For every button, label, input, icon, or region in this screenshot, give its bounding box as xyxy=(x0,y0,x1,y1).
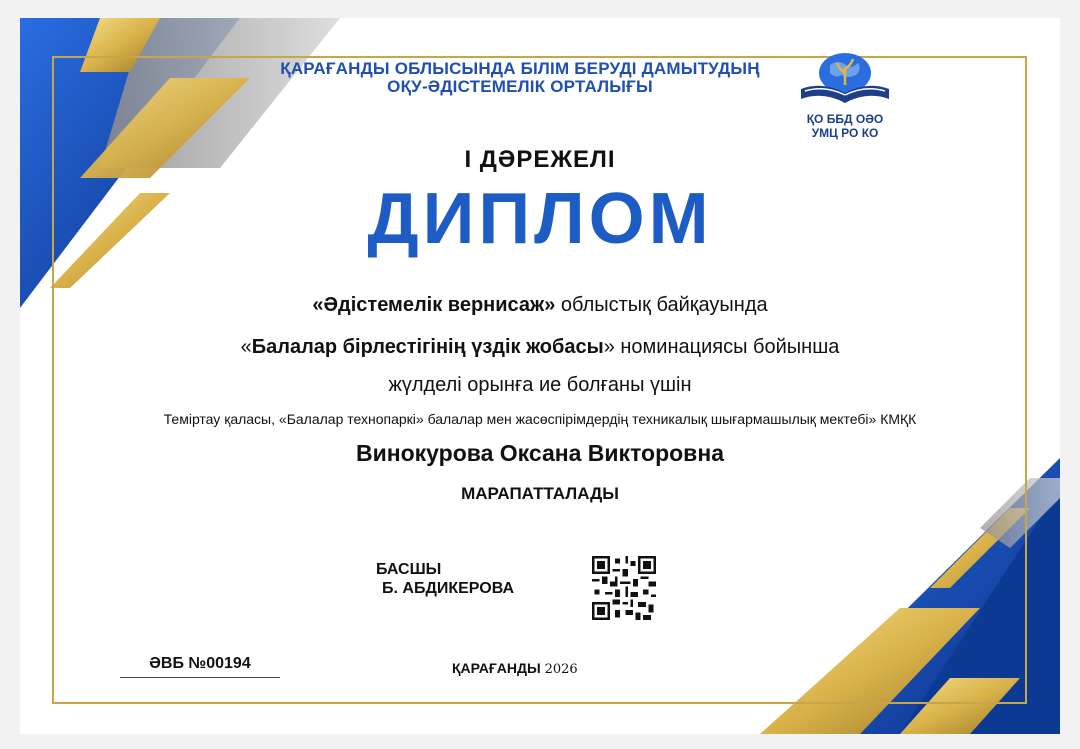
nomination-suffix: номинациясы бойынша xyxy=(614,336,840,358)
contest-name: «Әдістемелік вернисаж» xyxy=(312,294,556,316)
issuer-header xyxy=(260,60,780,96)
city: ҚАРАҒАНДЫ xyxy=(452,660,541,676)
issuer-line-2: ОҚУ-ӘДІСТЕМЕЛІК ОРТАЛЫҒЫ xyxy=(387,77,653,96)
organization-logo xyxy=(790,45,900,155)
year: 2026 xyxy=(544,662,578,677)
nomination-name: Балалар бірлестігінің үздік жобасы xyxy=(251,336,604,358)
nomination-line xyxy=(0,336,1080,359)
recipient-organization: Теміртау қаласы, «Балалар технопаркі» балалар мен жасөспірімдердің техникалық шығармашылық мектебі» КМҚК xyxy=(163,411,917,427)
book-globe-icon xyxy=(795,45,895,107)
signer-role: БАСШЫ xyxy=(376,561,442,578)
signer-name: Б. АБДИКЕРОВА xyxy=(382,580,514,597)
awarded-text: МАРАПАТТАЛАДЫ xyxy=(461,484,619,503)
recipient-name: Винокурова Оксана Викторовна xyxy=(355,440,725,466)
qr-code-icon xyxy=(592,556,656,620)
contest-suffix: облыстық байқауында xyxy=(555,294,768,316)
issuer-line-1: ҚАРАҒАНДЫ ОБЛЫСЫНДА БІЛІМ БЕРУДІ ДАМЫТУДЫҢ xyxy=(280,59,760,78)
quote-open: « xyxy=(240,336,252,358)
award-reason: жүлделі орынға ие болғаны үшін xyxy=(388,374,692,396)
registration-number: ӘВБ №00194 xyxy=(120,655,280,678)
signature-block xyxy=(376,560,514,598)
logo-caption-2: УМЦ РО КО xyxy=(811,126,879,140)
quote-close: » xyxy=(603,336,615,358)
diploma-title: ДИПЛОМ xyxy=(367,179,713,259)
place-and-year xyxy=(452,660,578,677)
diploma-degree: І ДӘРЕЖЕЛІ xyxy=(464,146,616,173)
contest-line xyxy=(0,294,1080,317)
logo-caption-1: ҚО ББД ОӘО xyxy=(806,112,884,126)
